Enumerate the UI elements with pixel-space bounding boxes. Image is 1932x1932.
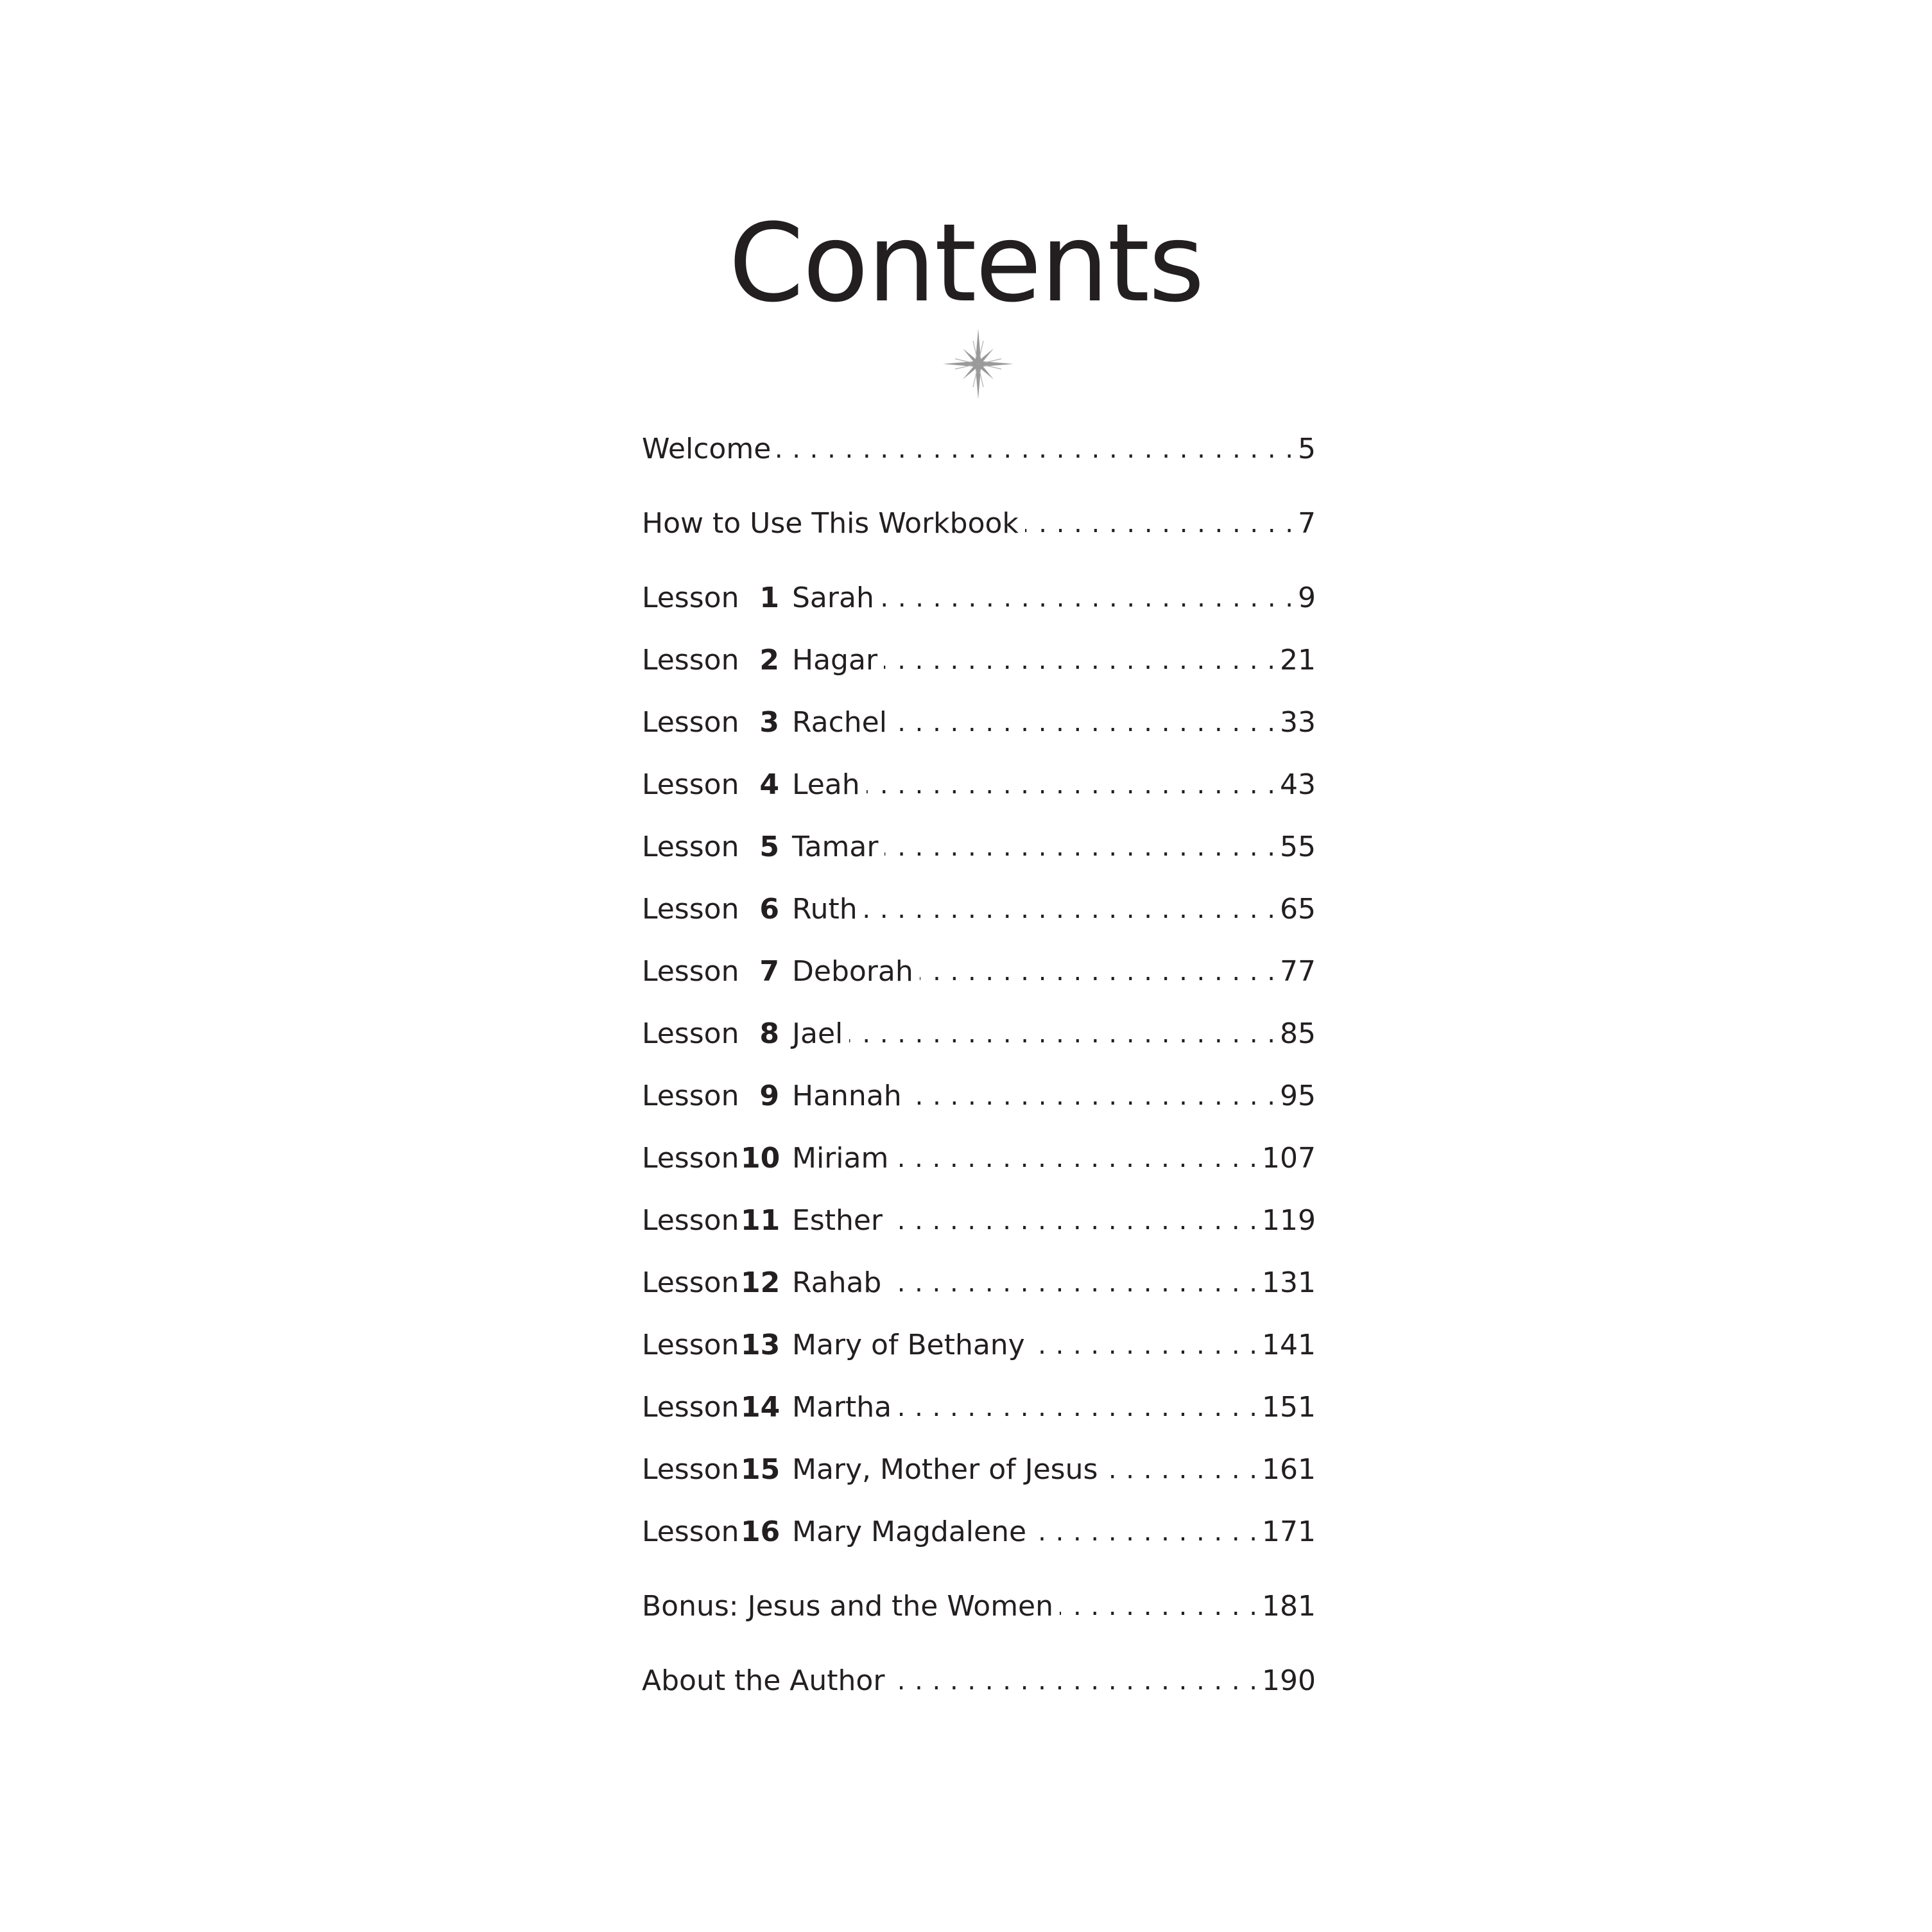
lesson-name: Mary of Bethany [792,1329,1025,1361]
lesson-word: Lesson [642,1515,739,1548]
lesson-number: 4 [759,768,779,801]
lesson-word: Lesson [642,582,739,614]
toc-page-number: 161 [1262,1453,1316,1486]
lesson-name: Miriam [792,1142,889,1175]
toc-lesson-13[interactable] [642,1313,1316,1365]
toc-page-number: 5 [1298,433,1316,465]
dot-leader [881,579,1294,617]
lesson-word: Lesson [642,831,739,863]
lesson-number: 15 [741,1453,781,1486]
lesson-name: Tamar [792,831,879,863]
lesson-word: Lesson [642,1142,739,1175]
dot-leader [1025,505,1294,543]
lesson-name: Sarah [792,582,874,614]
toc-page-number: 21 [1280,644,1316,677]
dot-leader [777,430,1294,469]
table-of-contents [642,0,1316,1932]
lesson-number: 11 [741,1204,781,1237]
toc-entry-label: Bonus: Jesus and the Women [642,1590,1054,1623]
dot-leader [889,1202,1258,1240]
lesson-number: 1 [759,582,779,614]
toc-page-number: 190 [1262,1664,1316,1697]
lesson-number: 3 [759,706,779,739]
dot-leader [1060,1587,1258,1626]
toc-lesson-2[interactable] [642,628,1316,680]
lesson-word: Lesson [642,644,739,677]
lesson-number: 5 [759,831,779,863]
lesson-number: 9 [759,1080,779,1112]
toc-lesson-6[interactable] [642,877,1316,929]
lesson-word: Lesson [642,955,739,988]
lesson-word: Lesson [642,1080,739,1112]
toc-lesson-10[interactable] [642,1126,1316,1178]
toc-lesson-11[interactable] [642,1189,1316,1240]
toc-page-number: 33 [1280,706,1316,739]
lesson-number: 2 [759,644,779,677]
toc-entry-bonus[interactable] [642,1574,1316,1626]
toc-entry-how-to-use[interactable] [642,492,1316,543]
dot-leader [1033,1513,1258,1551]
lesson-word: Lesson [642,768,739,801]
toc-lesson-15[interactable] [642,1438,1316,1489]
toc-lesson-16[interactable] [642,1500,1316,1551]
dot-leader [1104,1451,1258,1489]
toc-page-number: 77 [1280,955,1316,988]
dot-leader [891,1662,1258,1700]
toc-entry-about-author[interactable] [642,1649,1316,1700]
lesson-name: Rachel [792,706,887,739]
toc-page-number: 95 [1280,1080,1316,1112]
dot-leader [864,890,1276,929]
toc-entry-label: About the Author [642,1664,885,1697]
dot-leader [898,1388,1258,1427]
toc-entry-label: Welcome [642,433,772,465]
lesson-number: 7 [759,955,779,988]
lesson-number: 14 [741,1391,781,1424]
dot-leader [920,953,1276,991]
dot-leader [1031,1326,1258,1365]
toc-lesson-14[interactable] [642,1376,1316,1427]
dot-leader [884,828,1276,867]
lesson-number: 6 [759,893,779,926]
lesson-name: Mary, Mother of Jesus [792,1453,1098,1486]
toc-lesson-5[interactable] [642,815,1316,867]
toc-lesson-8[interactable] [642,1002,1316,1053]
lesson-name: Hagar [792,644,878,677]
dot-leader [888,1264,1258,1302]
toc-page-number: 171 [1262,1515,1316,1548]
toc-lesson-4[interactable] [642,753,1316,804]
toc-page-number: 107 [1262,1142,1316,1175]
lesson-number: 10 [741,1142,781,1175]
lesson-name: Leah [792,768,860,801]
lesson-name: Deborah [792,955,913,988]
lesson-number: 8 [759,1017,779,1050]
lesson-name: Martha [792,1391,892,1424]
lesson-word: Lesson [642,1453,739,1486]
toc-page-number: 85 [1280,1017,1316,1050]
toc-lesson-9[interactable] [642,1064,1316,1116]
toc-page-number: 151 [1262,1391,1316,1424]
dot-leader [908,1077,1276,1116]
lesson-number: 12 [741,1266,781,1299]
lesson-name: Hannah [792,1080,902,1112]
toc-lesson-12[interactable] [642,1251,1316,1302]
dot-leader [849,1015,1276,1053]
toc-page-number: 65 [1280,893,1316,926]
toc-page-number: 7 [1298,507,1316,540]
lesson-word: Lesson [642,1329,739,1361]
toc-page-number: 141 [1262,1329,1316,1361]
toc-entry-label: How to Use This Workbook [642,507,1019,540]
toc-entry-welcome[interactable] [642,417,1316,469]
lesson-name: Esther [792,1204,883,1237]
page-title: Contents [729,200,1203,326]
lesson-word: Lesson [642,1017,739,1050]
lesson-number: 16 [741,1515,781,1548]
toc-page-number: 119 [1262,1204,1316,1237]
toc-page-number: 9 [1298,582,1316,614]
lesson-word: Lesson [642,1204,739,1237]
toc-lesson-3[interactable] [642,691,1316,742]
toc-page-number: 55 [1280,831,1316,863]
dot-leader [884,641,1276,680]
toc-lesson-1[interactable] [642,566,1316,617]
dot-leader [893,703,1276,742]
lesson-word: Lesson [642,706,739,739]
lesson-name: Jael [792,1017,843,1050]
toc-page-number: 181 [1262,1590,1316,1623]
lesson-word: Lesson [642,1391,739,1424]
lesson-word: Lesson [642,893,739,926]
lesson-name: Mary Magdalene [792,1515,1027,1548]
toc-page-number: 43 [1280,768,1316,801]
toc-lesson-7[interactable] [642,940,1316,991]
lesson-number: 13 [741,1329,781,1361]
lesson-name: Ruth [792,893,858,926]
toc-page-number: 131 [1262,1266,1316,1299]
dot-leader [867,766,1276,804]
lesson-name: Rahab [792,1266,882,1299]
lesson-word: Lesson [642,1266,739,1299]
dot-leader [895,1139,1258,1178]
